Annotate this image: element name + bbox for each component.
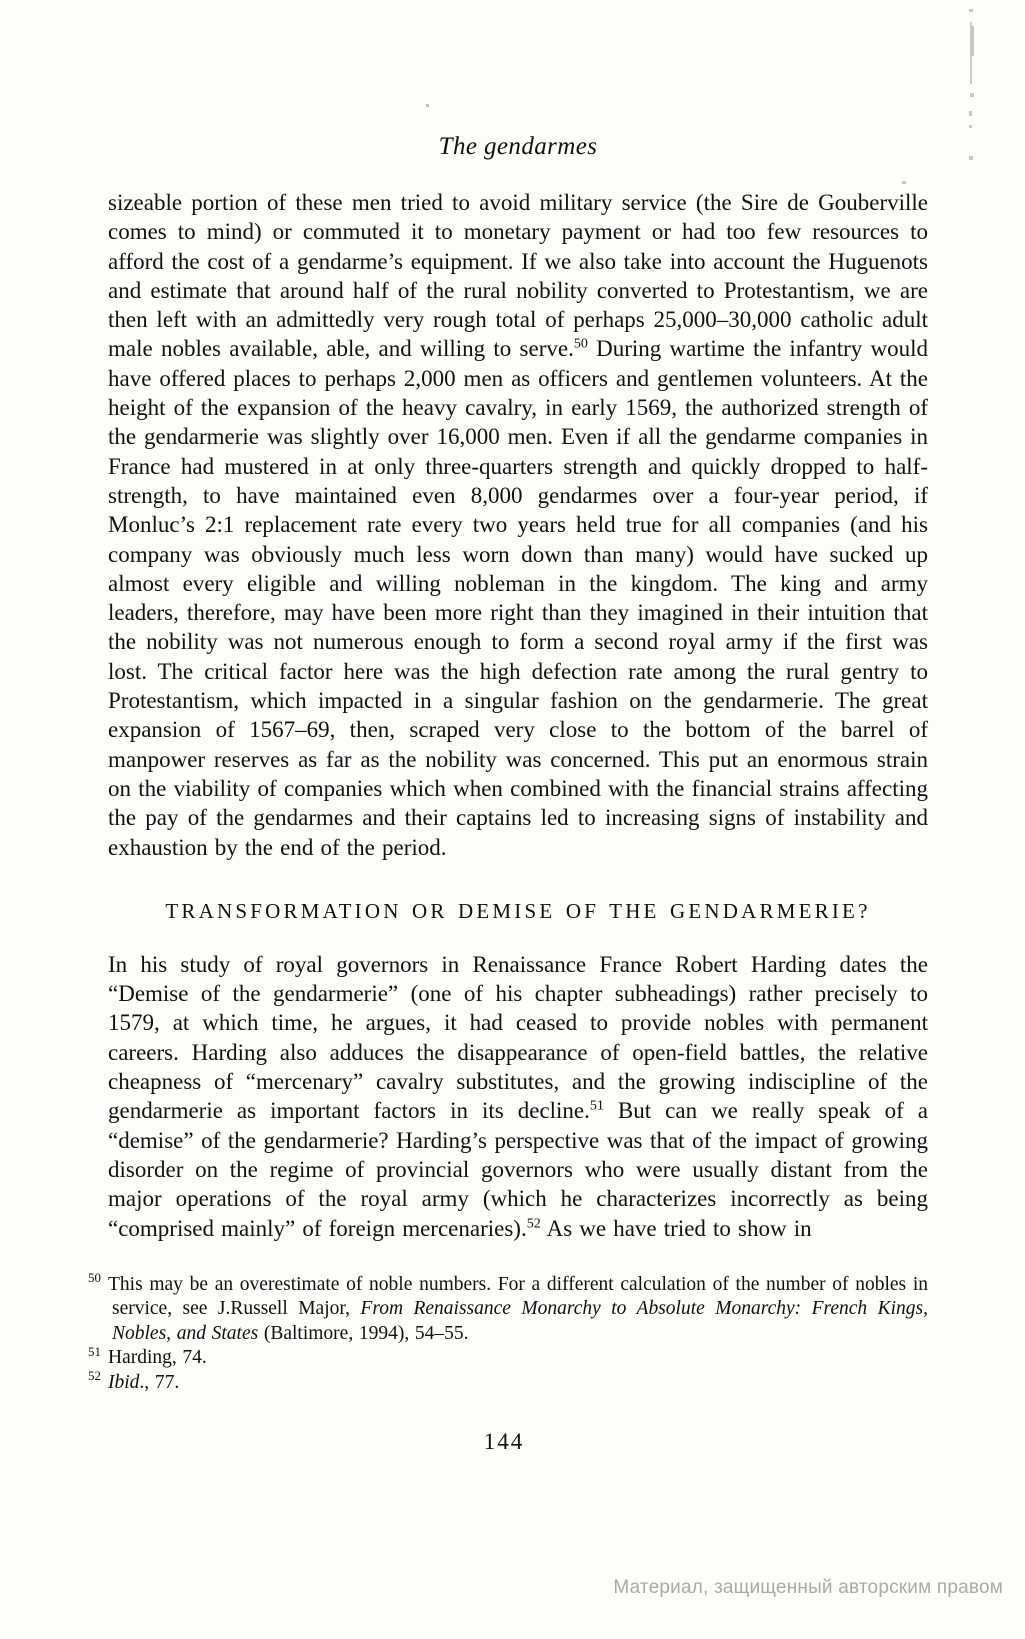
paragraph-1-text-b: During wartime the infantry would have offered places to perhaps 2,000 men as officers and gentlemen volunteers. At the height of the expansion of the heavy cavalry, in early 1569, the authorized strength of the gendarmerie was slightly over 16,000 men. Even if all the gendarme companies in France had mustered in at only three-quarters strength and quickly dropped to half-strength, to have maintained even 8,000 gendarmes over a four-year period, if Monluc’s 2:1 replacement rate every two years held true for all companies (and his company was obviously much less worn down than many) would have sucked up almost every eligible and willing nobleman in the kingdom. The king and army leaders, therefore, may have been more right than they imagined in their intuition that the nobility was not numerous enough to form a second royal army if the first was lost. The critical factor here was the high defection rate among the rural gentry to Protestantism, which impacted in a singular fashion on the gendarmerie. The great expansion of 1567–69, then, scraped very close to the bottom of the barrel of manpower reserves as far as the nobility was concerned. This put an enormous strain on the viability of companies which when combined with the financial strains affecting the pay of the gendarmes and their captains led to increasing signs of instability and exhaustion by the end of the period. <box>108 336 928 860</box>
scan-artifact-line <box>971 26 974 56</box>
running-head: The gendarmes <box>438 133 598 160</box>
scan-artifact-speck <box>969 125 972 128</box>
footnote-52-number: 52 <box>88 1368 101 1384</box>
footnote-51 <box>88 1343 928 1371</box>
footnote-52-text: ., 77. <box>139 1371 180 1393</box>
footnote-52-ibid: Ibid <box>108 1371 140 1393</box>
page-number: 144 <box>483 1429 525 1455</box>
footnote-50-text-a: This may be an overestimate of noble numbers. For a different calculation of the number of nobles in service, see J.Russell Major, <box>108 1273 928 1320</box>
scan-artifact-speck <box>969 156 973 160</box>
footnote-50-book-title: From Renaissance Monarchy to Absolute Monarchy: French Kings, Nobles, and States <box>112 1298 928 1344</box>
footnote-ref-52: 52 <box>526 1215 541 1231</box>
paragraph-1 <box>108 188 928 862</box>
footnote-51-text: Harding, 74. <box>108 1347 207 1369</box>
footnote-52 <box>88 1368 928 1396</box>
paragraph-1-text-a: sizeable portion of these men tried to avoid military service (the Sire de Gouberville comes to mind) or commuted it to monetary payment or had too few resources to afford the cost of a gendarme’s equipment. If we also take into account the Huguenots and estimate that around half of the rural nobility converted to Protestantism, we are then left with an admittedly very rough total of perhaps 25,000–30,000 catholic adult male nobles available, able, and willing to serve. <box>108 190 928 362</box>
scan-artifact-speck <box>969 9 973 12</box>
footnote-50 <box>88 1270 928 1347</box>
footnotes <box>88 1270 928 1396</box>
footnote-50-number: 50 <box>88 1270 101 1286</box>
scan-artifact-speck <box>969 111 972 116</box>
paragraph-2 <box>108 950 928 1243</box>
footnote-51-number: 51 <box>88 1343 101 1359</box>
footnote-50-text-b: (Baltimore, 1994), 54–55. <box>258 1322 469 1344</box>
scan-artifact-speck <box>970 93 974 97</box>
paragraph-2-text-a: In his study of royal governors in Renaissance France Robert Harding dates the “Demise of the gendarmerie” (one of his chapter subheadings) rather precisely to 1579, at which time, he argues, it had ceased to provide nobles with permanent careers. Harding also adduces the disappearance of open-field battles, the relative cheapness of “mercenary” cavalry substitutes, and the growing indiscipline of the gendarmerie as important factors in its decline. <box>108 951 928 1124</box>
scan-artifact-speck <box>426 104 429 107</box>
section-heading: TRANSFORMATION OR DEMISE OF THE GENDARMERIE? <box>165 898 871 923</box>
page-content <box>88 132 929 1455</box>
copyright-watermark: Материал, защищенный авторским правом <box>613 1577 1003 1598</box>
footnote-ref-50: 50 <box>573 336 588 352</box>
paragraph-2-text-b: But can we really speak of a “demise” of the gendarmerie? Harding’s perspective was that of the impact of growing disorder on the regime of provincial governors who were usually distant from the major operations of the royal army (which he characterizes incorrectly as being “comprised mainly” of foreign mercenaries). <box>108 1098 929 1241</box>
footnote-ref-51: 51 <box>589 1098 604 1114</box>
paragraph-2-text-c: As we have tried to show in <box>546 1215 812 1241</box>
